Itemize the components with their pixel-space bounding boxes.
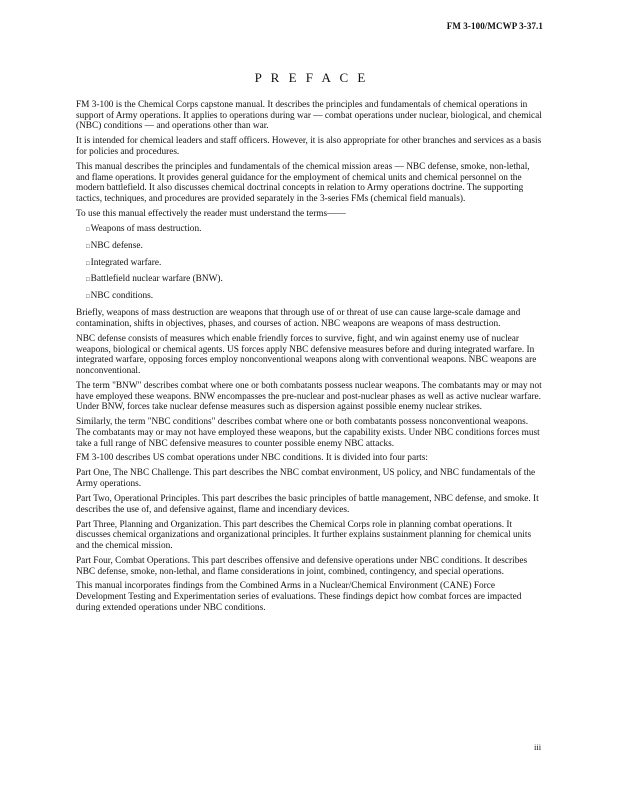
- paragraph-part-two: Part Two, Operational Principles. This part describes the basic principles of battle management, NBC defense, and smoke. It describes the use of, and defensive against, flame and incendiary devices.: [76, 493, 539, 515]
- checkbox-bullet-icon: □: [86, 226, 90, 233]
- paragraph-parts-lead: FM 3-100 describes US combat operations under NBC conditions. It is divided into four parts:: [76, 453, 428, 464]
- list-item: □NBC defense.: [86, 240, 143, 251]
- paragraph-audience: It is intended for chemical leaders and staff officers. However, it is also appropriate for other branches and services as a basis for policies and procedures.: [76, 136, 542, 157]
- checkbox-bullet-icon: □: [86, 294, 90, 301]
- paragraph-wmd: Briefly, weapons of mass destruction are weapons that through use of or threat of use can cause large-scale damage and contamination, shifts in objectives, phases, and courses of action. NBC weapons are weapons of mass destruction.: [76, 308, 521, 329]
- preface-body: [76, 100, 544, 618]
- page-number: iii: [534, 742, 542, 752]
- list-item: □Battlefield nuclear warfare (BNW).: [86, 274, 223, 285]
- paragraph-bnw: The term "BNW" describes combat where one or both combatants possess nuclear weapons. The combatants may or may not have employed these weapons. BNW encompasses the pre-nuclear and post-nuclear phases as well as active nuclear warfare. Under BNW, forces take nuclear defense measures such as dispersion against possible enemy nuclear strikes.: [76, 380, 542, 413]
- paragraph-intro: FM 3-100 is the Chemical Corps capstone manual. It describes the principles and fundamentals of chemical operations in support of Army operations. It applies to operations during war — combat operations under nuclear, biological, and chemical (NBC) conditions — and operations other than war.: [76, 100, 542, 132]
- paragraph-part-four: Part Four, Combat Operations. This part describes offensive and defensive operations under NBC conditions. It describes NBC defense, smoke, non-lethal, and flame considerations in joint, combined, contingency, and special operations.: [76, 555, 528, 577]
- paragraph-terms-lead: To use this manual effectively the reader must understand the terms——: [76, 208, 346, 219]
- paragraph-scope: This manual describes the principles and fundamentals of the chemical mission areas — NBC defense, smoke, non-lethal, and flame operations. It provides general guidance for the employment of chemical units and chemical personnel on the modern battlefield. It also discusses chemical doctrinal concepts in relation to Army operations doctrine. The supporting tactics, techniques, and procedures are provided separately in the 3-series FMs (chemical field manuals).: [76, 161, 530, 204]
- list-item: □Integrated warfare.: [86, 257, 162, 268]
- checkbox-bullet-icon: □: [86, 277, 90, 284]
- paragraph-nbc-conditions: Similarly, the term "NBC conditions" describes combat where one or both combatants possess nonconventional weapons. The combatants may or may not have employed these weapons, but the capability exists. Under NBC conditions forces must take a full range of NBC defensive measures to counter possible enemy NBC attacks.: [76, 417, 540, 449]
- list-item: □Weapons of mass destruction.: [86, 223, 202, 234]
- checkbox-bullet-icon: □: [86, 243, 90, 250]
- paragraph-part-one: Part One, The NBC Challenge. This part describes the NBC combat environment, US policy, and NBC fundamentals of the Army operations.: [76, 468, 536, 490]
- running-header: FM 3-100/MCWP 3-37.1: [446, 21, 543, 31]
- checkbox-bullet-icon: □: [86, 260, 90, 267]
- terms-list: [76, 224, 544, 303]
- paragraph-cane: This manual incorporates findings from the Combined Arms in a Nuclear/Chemical Environment (CANE) Force Development Testing and Experimentation series of evaluations. These findings depict how combat forces are impacted during extended operations under NBC conditions.: [76, 581, 522, 613]
- page-title: P R E F A C E: [254, 70, 369, 85]
- list-item: □NBC conditions.: [86, 291, 154, 302]
- paragraph-nbc-defense: NBC defense consists of measures which enable friendly forces to survive, fight, and win against enemy use of nuclear weapons, biological or chemical agents. US forces apply NBC defensive measures before and during integrated warfare. In integrated warfare, opposing forces employ nonconventional weapons along with conventional weapons. NBC weapons are nonconventional.: [76, 333, 537, 376]
- paragraph-part-three: Part Three, Planning and Organization. This part describes the Chemical Corps role in planning combat operations. It discusses chemical organizations and organizational principles. It further explains sustainment planning for chemical units and the chemical mission.: [76, 519, 532, 551]
